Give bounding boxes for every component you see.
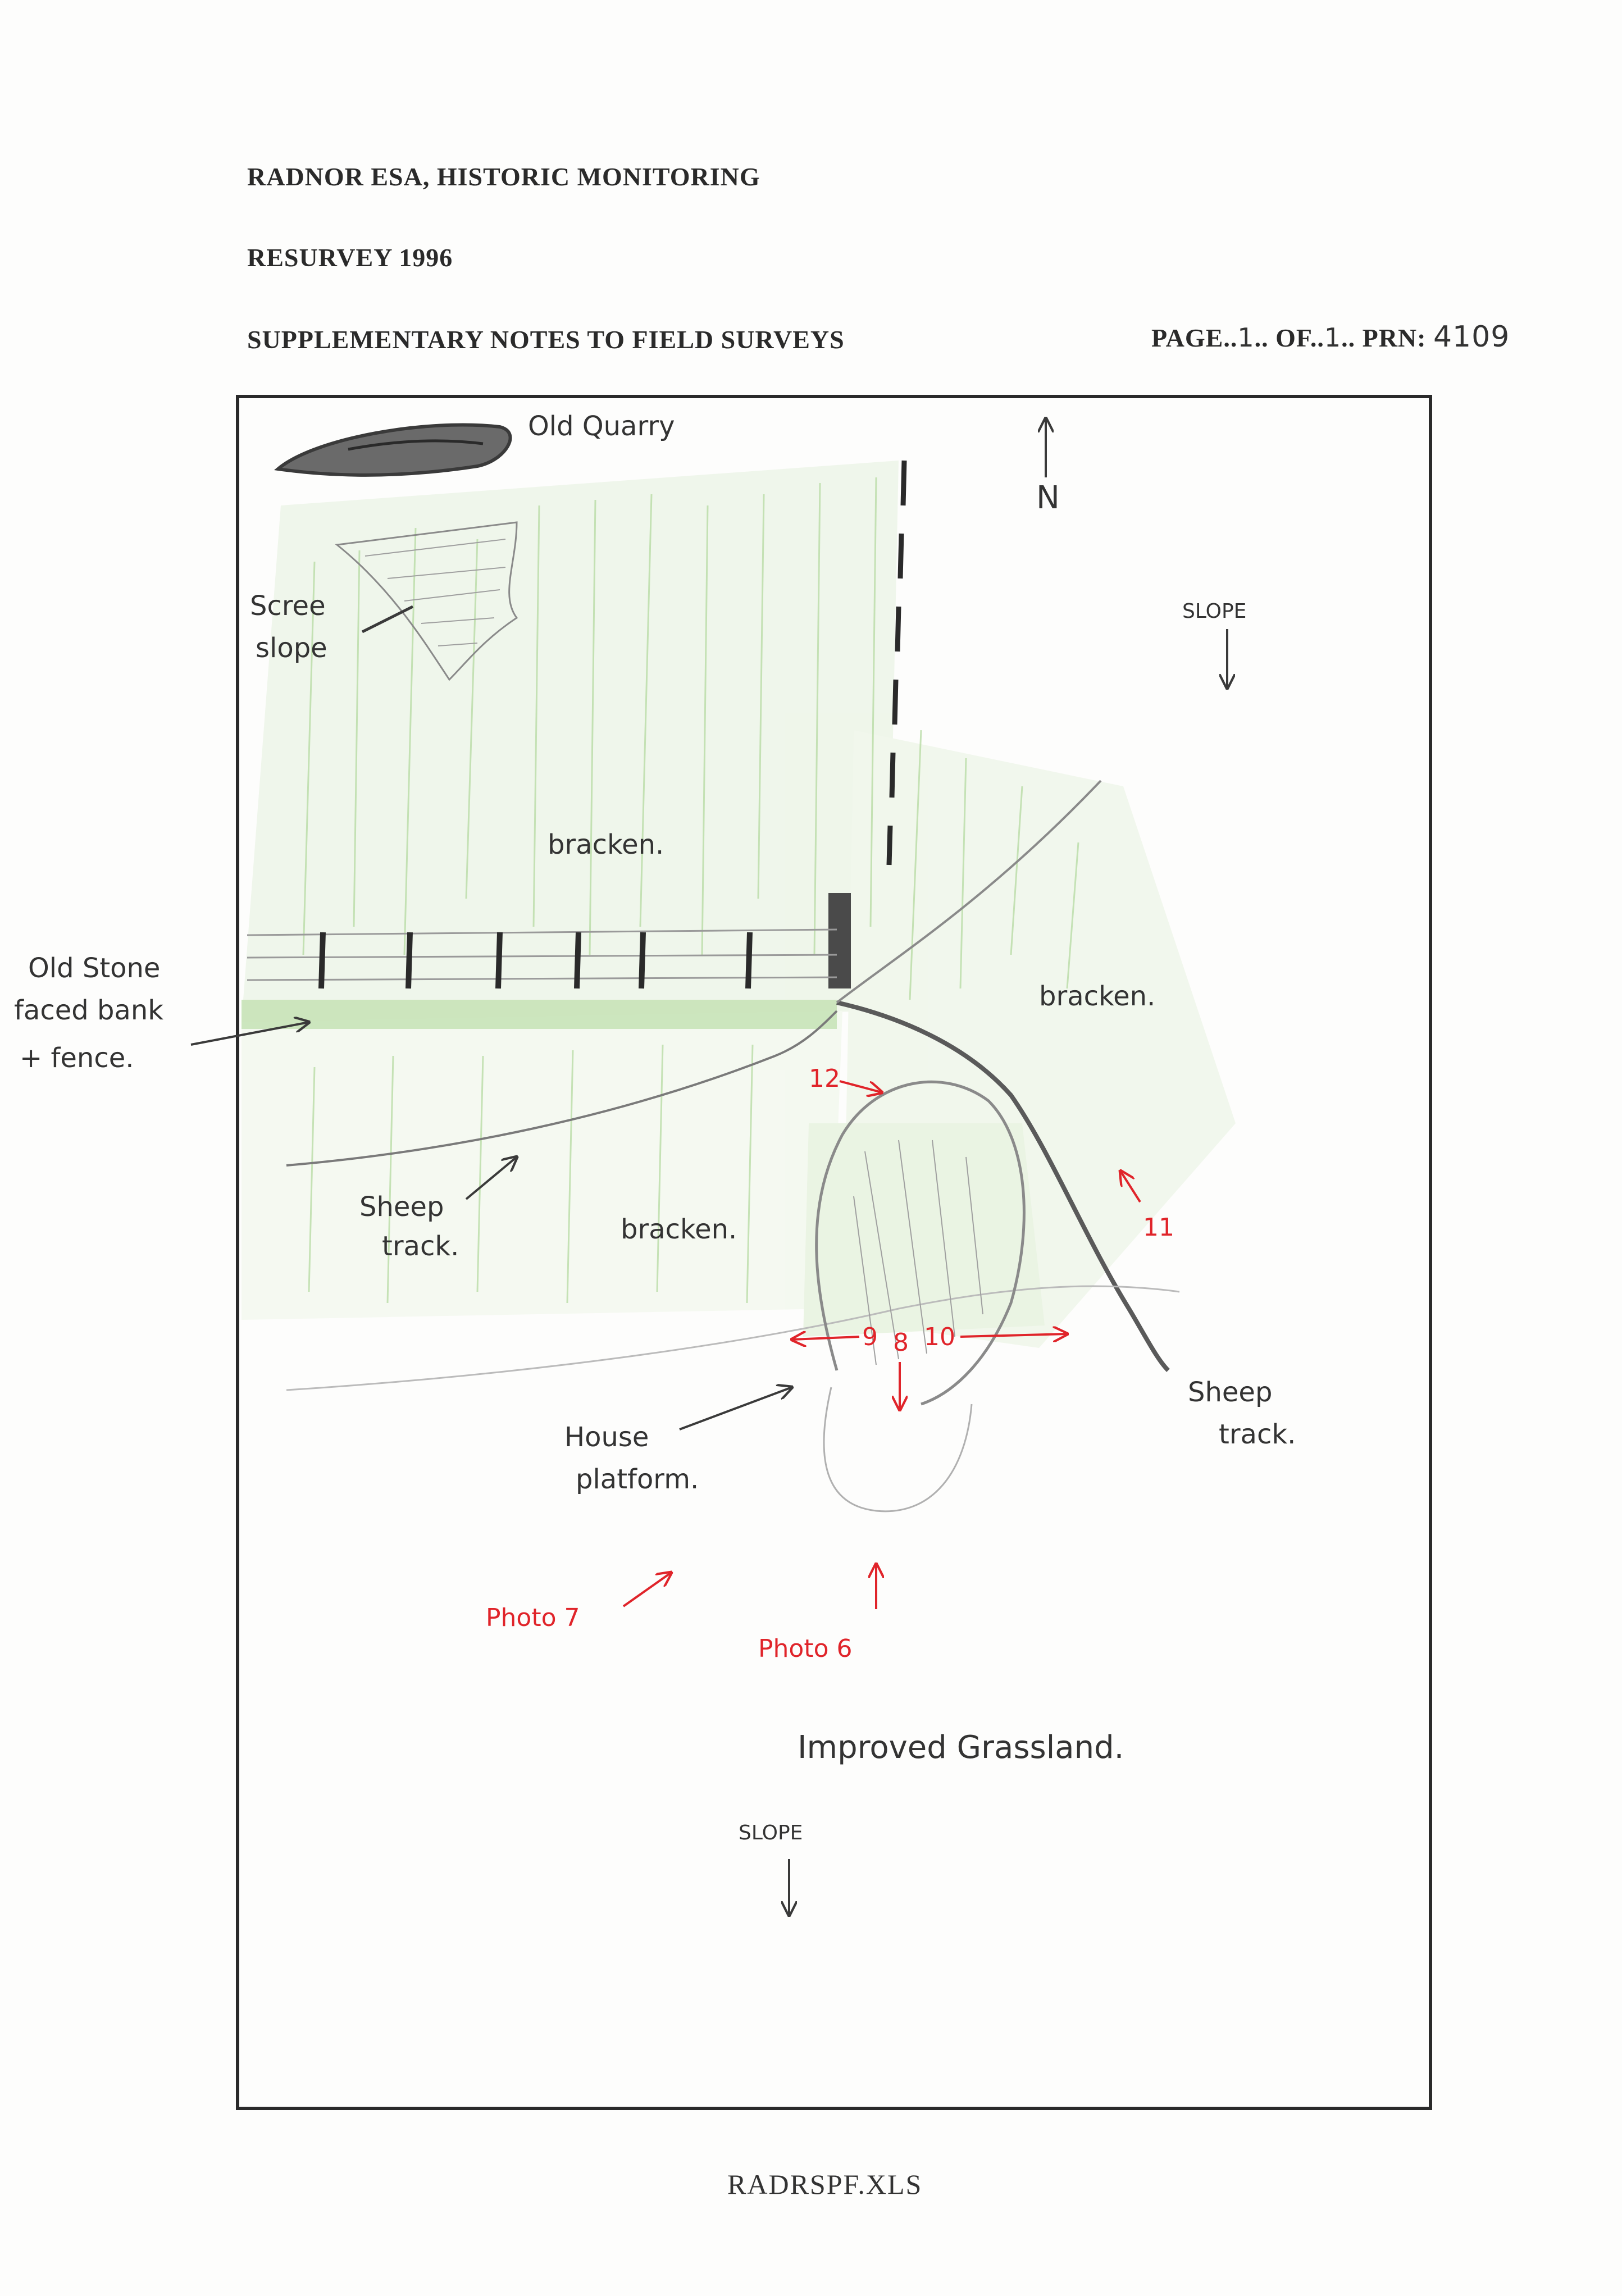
old-quarry-shape [278,425,511,475]
photo-10-label: 10 [924,1323,955,1351]
slope-top-label: SLOPE [1182,600,1247,623]
photo-7-label: Photo 7 [486,1603,580,1632]
prn-label: PRN: [1362,324,1427,352]
north-label: N [1036,480,1060,516]
page-label: PAGE.. [1151,324,1238,352]
old-stone-label-3: + fence. [20,1042,134,1074]
sheep-track-label-1b: track. [382,1231,459,1262]
sheep-track-label-2b: track. [1219,1419,1296,1450]
sheep-track-label-1a: Sheep [359,1191,444,1223]
photo-8-label: 8 [893,1328,909,1357]
of-label: .. OF.. [1254,324,1324,352]
old-stone-label-1: Old Stone [28,953,161,984]
stone-bank [242,1000,837,1029]
fence-post-corner [828,893,851,988]
house-platform-arrow [680,1387,792,1429]
of-tail: .. [1341,324,1356,352]
photo-9-arrow [792,1337,859,1340]
old-quarry-label: Old Quarry [528,411,675,442]
improved-grassland-label: Improved Grassland. [798,1729,1124,1766]
old-stone-label-2: faced bank [14,995,164,1026]
page-value: 1 [1237,322,1255,353]
of-value: 1 [1324,322,1342,353]
slope-bottom-label: SLOPE [739,1821,803,1844]
scree-label-1: Scree [250,590,326,622]
house-platform-label-1: House [564,1422,649,1453]
photo-12-label: 12 [809,1064,840,1093]
header-title: RADNOR ESA, HISTORIC MONITORING [247,162,760,191]
header-resurvey: RESURVEY 1996 [247,243,453,272]
sheep-track-label-2a: Sheep [1188,1377,1273,1408]
photo-7-arrow [623,1573,671,1606]
photo-11-label: 11 [1143,1213,1174,1242]
footer-filename: RADRSPF.XLS [727,2169,923,2200]
header-supplementary: SUPPLEMENTARY NOTES TO FIELD SURVEYS [247,325,845,354]
bracken-label-2: bracken. [1039,981,1156,1012]
prn-value: 4109 [1433,320,1510,354]
bracken-label-1: bracken. [548,829,664,860]
house-platform-lower [824,1387,972,1511]
photo-9-label: 9 [862,1323,878,1351]
scree-label-2: slope [256,632,327,664]
photo-6-label: Photo 6 [758,1634,853,1663]
house-platform-label-2: platform. [576,1464,699,1495]
bracken-label-3: bracken. [621,1214,737,1245]
